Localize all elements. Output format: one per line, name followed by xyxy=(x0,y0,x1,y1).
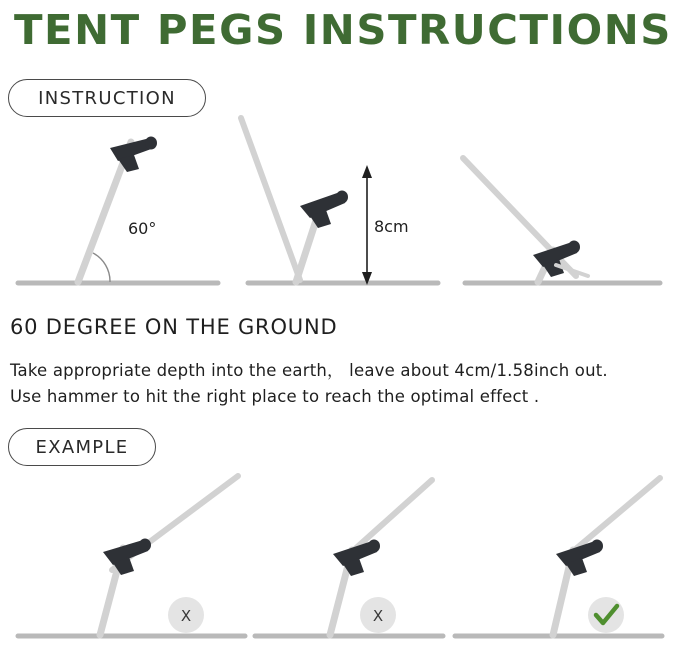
instruction-heading: 60 DEGREE ON THE GROUND xyxy=(10,315,338,339)
figure-example-wrong-2 xyxy=(255,480,443,636)
peg-head-dark xyxy=(300,191,348,229)
badge-x-label: X xyxy=(180,607,192,625)
page-title: TENT PEGS INSTRUCTIONS xyxy=(14,6,672,54)
example-diagram-group xyxy=(0,458,679,658)
instruction-body-line-2: Use hammer to hit the right place to reach the optimal effect . xyxy=(10,387,540,406)
instruction-section-label: INSTRUCTION xyxy=(8,79,206,117)
figure-example-correct xyxy=(455,478,662,636)
figure-example-wrong-1 xyxy=(18,476,245,636)
angle-label: 60° xyxy=(128,219,157,238)
badge-cross-2 xyxy=(360,597,396,633)
badge-check xyxy=(588,597,624,633)
height-measure-arrow xyxy=(362,165,372,285)
instruction-diagram-group xyxy=(0,110,679,300)
figure-peg-with-height-measure xyxy=(241,118,438,285)
example-section-label: EXAMPLE xyxy=(8,428,156,466)
height-label: 8cm xyxy=(374,217,409,236)
instruction-body-line-1: Take appropriate depth into the earth， leave about 4cm/1.58inch out. xyxy=(10,361,608,380)
figure-peg-low-angle xyxy=(463,158,660,283)
badge-x-label: X xyxy=(372,607,384,625)
figure-peg-angled-60 xyxy=(18,137,218,284)
badge-cross-1 xyxy=(168,597,204,633)
